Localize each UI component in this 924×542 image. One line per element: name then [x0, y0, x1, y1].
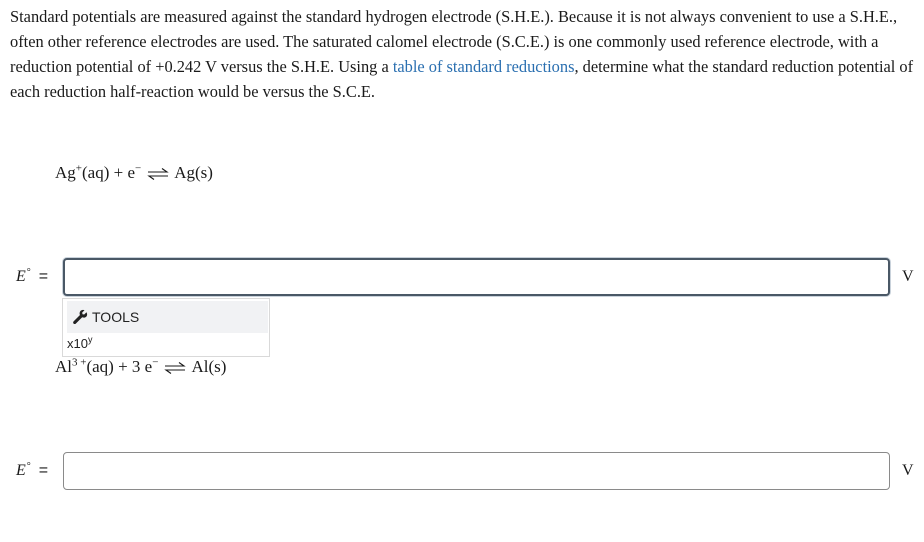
reactant-ion: Ag	[55, 163, 76, 182]
unit-label-2: V	[902, 462, 914, 479]
reactant-ion: Al	[55, 357, 72, 376]
reaction-2	[55, 357, 226, 377]
reactant-state: (aq) + 3 e	[86, 357, 153, 376]
intro-text-start: Standard potentials are measured against the standard hydrogen electrode (S.H.E.). Because it is not always convenient to use a S.H.E., often other reference electrodes are used. The saturated calomel electrode (S.C.E.) is one commonly used reference electrode, with a reduction potential of +0.242 V versus the S.H.E. Using a	[10, 7, 898, 76]
potential-input-1[interactable]	[63, 258, 890, 296]
tools-popup	[62, 298, 270, 357]
potential-label-1: E° =	[16, 266, 49, 285]
standard-reductions-link[interactable]: table of standard reductions	[392, 57, 575, 76]
scientific-notation-button[interactable]: x10$^y$	[67, 334, 93, 351]
tools-label: TOOLS	[92, 309, 140, 325]
intro-text-end: , determine what the standard reduction potential of each reduction half-reaction would be versus the S.C.E.	[10, 57, 914, 101]
reaction-product: Ag(s)	[174, 163, 213, 182]
wrench-icon	[72, 309, 88, 325]
potential-input-2[interactable]	[63, 452, 890, 490]
potential-label-2: E° =	[16, 460, 49, 479]
problem-statement	[10, 4, 916, 104]
equilibrium-arrows-icon	[164, 362, 186, 374]
ion-charge: +	[75, 162, 82, 175]
tools-button[interactable]	[67, 301, 268, 333]
reactant-state: (aq) + e	[82, 163, 136, 182]
electron-charge: −	[152, 356, 159, 369]
electron-charge: −	[135, 162, 142, 175]
ion-charge: 3 +	[72, 356, 87, 369]
reaction-product: Al(s)	[191, 357, 227, 376]
reaction-1	[55, 163, 213, 183]
unit-label-1: V	[902, 268, 914, 285]
equilibrium-arrows-icon	[147, 168, 169, 180]
